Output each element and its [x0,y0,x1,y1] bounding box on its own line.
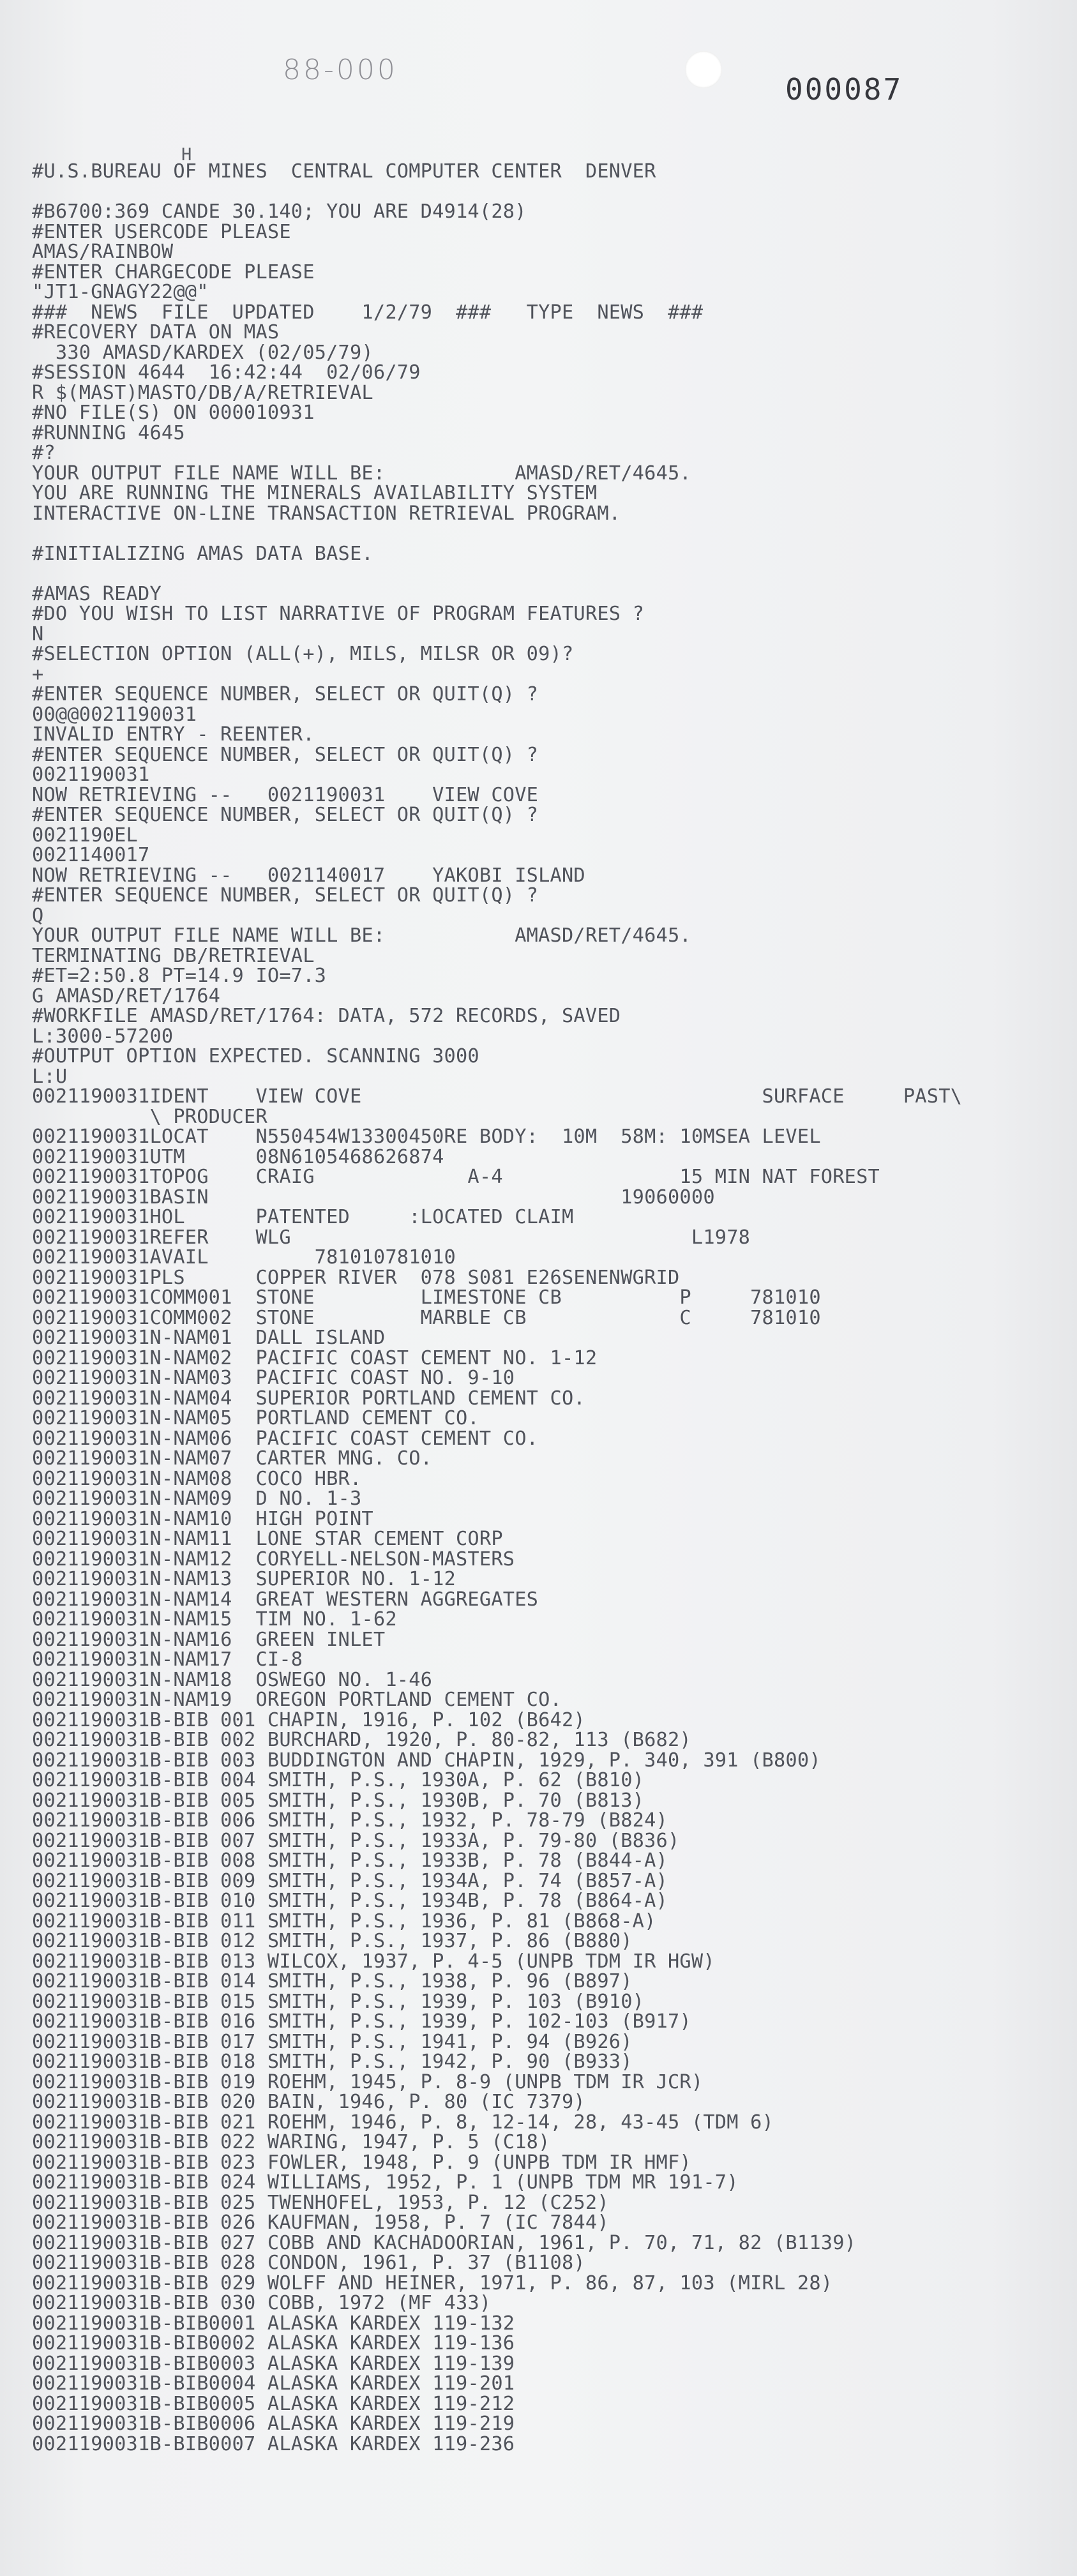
printout-line: 0021190031B-BIB 013 WILCOX, 1937, P. 4-5 (UNPB TDM IR HGW) [32,1950,715,1973]
printout-line: 0021190031N-NAM08 COCO HBR. [32,1467,362,1490]
printout-line: #ENTER CHARGECODE PLEASE [32,260,315,283]
printout-line: #B6700:369 CANDE 30.140; YOU ARE D4914(28) [32,200,527,223]
printout-line: #SESSION 4644 16:42:44 02/06/79 [32,361,421,384]
printout-line: 0021190031B-BIB 016 SMITH, P.S., 1939, P. 102-103 (B917) [32,2010,691,2033]
printout-line: 0021190031N-NAM19 OREGON PORTLAND CEMENT CO. [32,1689,562,1711]
printout-line: 0021190031B-BIB 004 SMITH, P.S., 1930A, P. 62 (B810) [32,1769,645,1791]
printout-line: 0021190031B-BIB 014 SMITH, P.S., 1938, P. 96 (B897) [32,1970,633,1992]
printout-line: #SELECTION OPTION (ALL(+), MILS, MILSR OR 09)? [32,643,574,665]
printout-line: 0021190031B-BIB 030 COBB, 1972 (MF 433) [32,2292,492,2314]
printout-line: 0021190031PLS COPPER RIVER 078 S081 E26SENENWGRID [32,1266,680,1289]
terminal-printout [32,162,1066,2454]
printout-line: 0021190031B-BIB 001 CHAPIN, 1916, P. 102 (B642) [32,1708,585,1731]
printout-line: 0021190031B-BIB 027 COBB AND KACHADOORIAN, 1961, P. 70, 71, 82 (B1139) [32,2231,857,2254]
printout-line: 0021190031B-BIB0005 ALASKA KARDEX 119-212 [32,2392,515,2415]
printout-line: 0021190031B-BIB 024 WILLIAMS, 1952, P. 1 (UNPB TDM MR 191-7) [32,2171,739,2194]
printout-line: 0021190031N-NAM12 CORYELL-NELSON-MASTERS [32,1548,515,1570]
printout-line: 0021190031N-NAM01 DALL ISLAND [32,1327,386,1349]
printout-line: 0021190031B-BIB0001 ALASKA KARDEX 119-132 [32,2312,515,2335]
printout-line: R $(MAST)MASTO/DB/A/RETRIEVAL [32,381,373,404]
printout-line: L:U [32,1065,68,1088]
printout-line: 0021190031N-NAM17 CI-8 [32,1648,303,1671]
printout-line: #U.S.BUREAU OF MINES CENTRAL COMPUTER CENTER DENVER [32,160,656,183]
printout-line: 0021190031N-NAM13 SUPERIOR NO. 1-12 [32,1568,456,1590]
printout-line: 0021190031COMM001 STONE LIMESTONE CB P 781010 [32,1286,821,1309]
printout-line: 0021190031B-BIB0006 ALASKA KARDEX 119-219 [32,2413,515,2435]
printout-line: 0021190031N-NAM04 SUPERIOR PORTLAND CEMENT CO. [32,1387,585,1410]
printout-line: #OUTPUT OPTION EXPECTED. SCANNING 3000 [32,1045,479,1067]
printout-line: 0021190031B-BIB 002 BURCHARD, 1920, P. 80-82, 113 (B682) [32,1729,691,1751]
printout-line: 0021190031B-BIB 017 SMITH, P.S., 1941, P. 94 (B926) [32,2030,633,2053]
printout-line: G AMASD/RET/1764 [32,984,221,1007]
printout-line: 0021190031B-BIB 022 WARING, 1947, P. 5 (C18) [32,2131,550,2153]
printout-line: 0021190031B-BIB 006 SMITH, P.S., 1932, P. 78-79 (B824) [32,1809,668,1832]
printout-line: 0021190031B-BIB 005 SMITH, P.S., 1930B, P. 70 (B813) [32,1789,645,1812]
printout-line: 0021190031B-BIB 003 BUDDINGTON AND CHAPIN, 1929, P. 340, 391 (B800) [32,1749,821,1772]
printout-line: 0021190031N-NAM07 CARTER MNG. CO. [32,1447,433,1470]
printout-line: 0021190031B-BIB 012 SMITH, P.S., 1937, P. 86 (B880) [32,1930,633,1952]
printout-line: 0021190031B-BIB0007 ALASKA KARDEX 119-236 [32,2432,515,2455]
printout-line: NOW RETRIEVING -- 0021140017 YAKOBI ISLAND [32,864,585,887]
printout-line: #ET=2:50.8 PT=14.9 IO=7.3 [32,965,327,987]
printout-line: 0021190031BASIN 19060000 [32,1186,715,1209]
printout-line: 0021190031B-BIB 009 SMITH, P.S., 1934A, P. 74 (B857-A) [32,1869,668,1892]
printout-line: 0021190031B-BIB 025 TWENHOFEL, 1953, P. 12 (C252) [32,2191,609,2214]
printout-line: \ PRODUCER [32,1105,267,1128]
printout-line: 0021190031B-BIB 021 ROEHM, 1946, P. 8, 12-14, 28, 43-45 (TDM 6) [32,2111,774,2134]
printout-line: #ENTER SEQUENCE NUMBER, SELECT OR QUIT(Q) ? [32,743,539,766]
printout-line: 0021190031B-BIB0004 ALASKA KARDEX 119-201 [32,2372,515,2395]
printout-line: #DO YOU WISH TO LIST NARRATIVE OF PROGRAM FEATURES ? [32,603,645,625]
printout-line: 0021190031N-NAM03 PACIFIC COAST NO. 9-10 [32,1367,515,1389]
printout-line: 0021190031UTM 08N6105468626874 [32,1145,444,1168]
printout-line: 0021190031 [32,764,150,786]
printout-line: #ENTER SEQUENCE NUMBER, SELECT OR QUIT(Q) ? [32,683,539,705]
printout-line: #? [32,442,56,464]
printout-line: YOUR OUTPUT FILE NAME WILL BE: AMASD/RET/4645. [32,924,691,947]
printout-line: 0021190031N-NAM16 GREEN INLET [32,1628,386,1651]
printout-line: 0021190031N-NAM15 TIM NO. 1-62 [32,1608,397,1631]
printout-line: 0021190031N-NAM10 HIGH POINT [32,1507,373,1530]
printout-line: INVALID ENTRY - REENTER. [32,723,315,746]
printout-line: 0021190031HOL PATENTED :LOCATED CLAIM [32,1206,574,1228]
binder-hole [685,51,722,88]
printout-line: 0021190031B-BIB 019 ROEHM, 1945, P. 8-9 (UNPB TDM IR JCR) [32,2070,704,2093]
printout-line: 0021190031N-NAM14 GREAT WESTERN AGGREGATES [32,1588,539,1611]
printout-line: #ENTER SEQUENCE NUMBER, SELECT OR QUIT(Q) ? [32,884,539,907]
printout-line: 0021190031B-BIB 011 SMITH, P.S., 1936, P. 81 (B868-A) [32,1909,656,1932]
printout-line: ### NEWS FILE UPDATED 1/2/79 ### TYPE NEWS ### [32,301,704,324]
printout-line: #ENTER USERCODE PLEASE [32,220,291,243]
printout-line: 0021190031B-BIB0002 ALASKA KARDEX 119-136 [32,2332,515,2354]
handwritten-number: 88-000 [283,54,398,86]
printout-line: 00@@0021190031 [32,703,197,726]
printout-line: 0021190031B-BIB0003 ALASKA KARDEX 119-139 [32,2352,515,2375]
printout-line: 0021190031B-BIB 026 KAUFMAN, 1958, P. 7 (IC 7844) [32,2211,609,2234]
printout-line: 0021190031B-BIB 015 SMITH, P.S., 1939, P. 103 (B910) [32,1990,645,2013]
printout-line: INTERACTIVE ON-LINE TRANSACTION RETRIEVAL PROGRAM. [32,502,621,525]
printout-line: 0021190031B-BIB 018 SMITH, P.S., 1942, P. 90 (B933) [32,2051,633,2073]
printout-line: 0021190031LOCAT N550454W13300450RE BODY: 10M 58M: 10MSEA LEVEL [32,1126,821,1148]
printout-line: 0021190031AVAIL 781010781010 [32,1246,456,1269]
printout-line: 0021190031B-BIB 008 SMITH, P.S., 1933B, P. 78 (B844-A) [32,1849,668,1872]
printout-line: 0021190031N-NAM02 PACIFIC COAST CEMENT NO. 1-12 [32,1346,598,1369]
printout-line: 0021140017 [32,844,150,866]
blank-line [32,523,1076,544]
printout-line: 0021190031B-BIB 029 WOLFF AND HEINER, 1971, P. 86, 87, 103 (MIRL 28) [32,2271,833,2294]
printout-line: 0021190031N-NAM06 PACIFIC COAST CEMENT CO. [32,1427,539,1450]
handwritten-mark: H [181,145,192,165]
printout-line: 0021190031TOPOG CRAIG A-4 15 MIN NAT FOREST [32,1166,880,1188]
printout-line: 0021190031REFER WLG L1978 [32,1226,751,1249]
blank-line [32,182,1076,202]
printout-line: L:3000-57200 [32,1025,174,1048]
printout-line: Q [32,904,44,927]
printout-line: #RUNNING 4645 [32,421,185,444]
printout-line: TERMINATING DB/RETRIEVAL [32,944,315,967]
printout-line: 0021190031IDENT VIEW COVE SURFACE PAST\ [32,1085,963,1108]
printout-line: 0021190031B-BIB 007 SMITH, P.S., 1933A, P. 79-80 (B836) [32,1829,680,1852]
printout-line: NOW RETRIEVING -- 0021190031 VIEW COVE [32,783,539,806]
printout-line: 0021190031B-BIB 020 BAIN, 1946, P. 80 (IC 7379) [32,2091,585,2113]
printout-line: YOU ARE RUNNING THE MINERALS AVAILABILITY SYSTEM [32,482,598,504]
printout-line: 0021190031B-BIB 010 SMITH, P.S., 1934B, P. 78 (B864-A) [32,1890,668,1912]
blank-line [32,564,1076,584]
printout-line: #NO FILE(S) ON 000010931 [32,402,315,424]
printout-line: "JT1-GNAGY22@@" [32,281,209,303]
printout-line: 330 AMASD/KARDEX (02/05/79) [32,341,373,364]
printout-line: #RECOVERY DATA ON MAS [32,321,280,343]
printout-line: 0021190031B-BIB 028 CONDON, 1961, P. 37 (B1108) [32,2252,585,2274]
printout-line: 0021190031COMM002 STONE MARBLE CB C 781010 [32,1306,821,1329]
printout-line: YOUR OUTPUT FILE NAME WILL BE: AMASD/RET/4645. [32,462,691,485]
printout-line: 0021190031N-NAM09 D NO. 1-3 [32,1488,362,1510]
printout-line: #WORKFILE AMASD/RET/1764: DATA, 572 RECORDS, SAVED [32,1005,621,1027]
printout-line: #INITIALIZING AMAS DATA BASE. [32,542,373,565]
printout-line: 0021190031N-NAM18 OSWEGO NO. 1-46 [32,1668,433,1691]
printout-line: 0021190031N-NAM11 LONE STAR CEMENT CORP [32,1528,503,1550]
page-number: 000087 [785,72,903,107]
printout-line: #AMAS READY [32,582,162,605]
printout-line: 0021190EL [32,824,139,847]
printout-line: #ENTER SEQUENCE NUMBER, SELECT OR QUIT(Q) ? [32,804,539,826]
printout-line: 0021190031B-BIB 023 FOWLER, 1948, P. 9 (UNPB TDM IR HMF) [32,2151,691,2174]
printout-line: N [32,622,44,645]
printout-line: 0021190031N-NAM05 PORTLAND CEMENT CO. [32,1407,479,1429]
printout-line: + [32,663,44,686]
printout-line: AMAS/RAINBOW [32,241,174,263]
